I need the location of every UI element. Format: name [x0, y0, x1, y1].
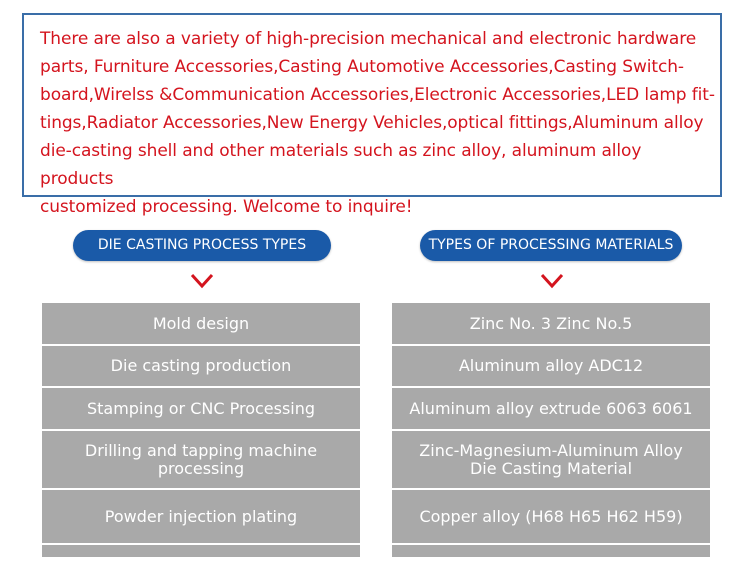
process-types-list: [42, 303, 360, 557]
list-item: Stamping or CNC Processing: [42, 388, 360, 431]
materials-list: [392, 303, 710, 557]
chevron-down-icon: [540, 273, 564, 289]
list-item: Mold design: [42, 303, 360, 346]
intro-box: [22, 13, 722, 217]
list-item: Zinc No. 3 Zinc No.5: [392, 303, 710, 346]
process-types-header: DIE CASTING PROCESS TYPES: [73, 230, 331, 261]
list-item: Drilling and tapping machine processing: [42, 431, 360, 490]
list-item-partial: [392, 545, 710, 557]
list-item: Powder injection plating: [42, 490, 360, 545]
list-item-partial: [42, 545, 360, 557]
list-item: Aluminum alloy extrude 6063 6061: [392, 388, 710, 431]
intro-text: There are also a variety of high-precision mechanical and electronic hardware parts, Furniture Accessories,Casting Automotive Accessories,Casting Switch- board,Wirelss &Communication Accessories,Electronic Accessories,LED lamp fit- tings,Radiator Accessories,New Energy Vehicles,optical fittings,Aluminum alloy die-casting shell and other materials such as zinc alloy, aluminum alloy products customized processing. Welcome to inquire!: [40, 29, 715, 217]
chevron-down-icon: [190, 273, 214, 289]
list-item: Zinc-Magnesium-Aluminum Alloy Die Casting Material: [392, 431, 710, 490]
list-item: Die casting production: [42, 346, 360, 388]
list-item: Aluminum alloy ADC12: [392, 346, 710, 388]
list-item: Copper alloy (H68 H65 H62 H59): [392, 490, 710, 545]
materials-header: TYPES OF PROCESSING MATERIALS: [420, 230, 682, 261]
